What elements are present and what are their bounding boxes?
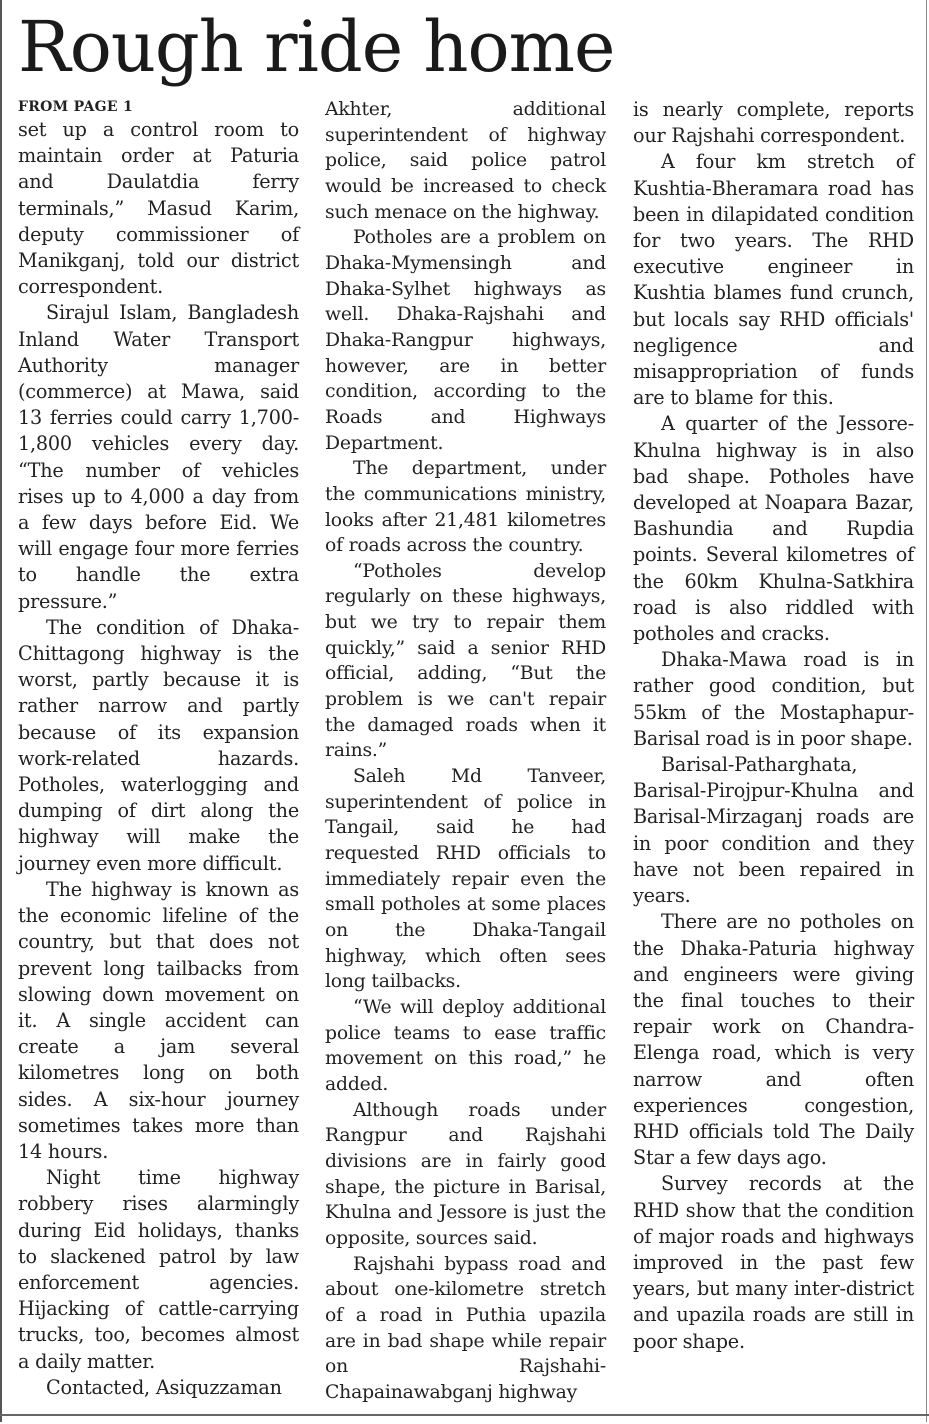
paragraph: is nearly complete, reports our Rajshahi correspondent. (633, 98, 914, 148)
bottom-rule (0, 1414, 929, 1416)
paragraph: “Potholes develop regularly on these highways, but we try to repair them quickly,” said a senior RHD official, adding, “But the problem is we can't repair the damaged roads when it rains.” (325, 560, 606, 762)
headline: Rough ride home (18, 6, 615, 88)
paragraph: Contacted, Asiquzzaman (46, 1375, 282, 1399)
article-column-3 (633, 97, 914, 1355)
paragraph: Dhaka-Mawa road is in rather good condition, but 55km of the Mostaphapur-Barisal road is in poor shape. (633, 648, 914, 750)
article-column-2 (325, 97, 606, 1405)
paragraph: The highway is known as the economic lifeline of the country, but that does not prevent long tailbacks from slowing down movement on it. A single accident can create a jam several kilometres long on both sides. A six-hour journey sometimes takes more than 14 hours. (18, 877, 299, 1163)
paragraph: A four km stretch of Kushtia-Bheramara road has been in dilapidated condition for two years. The RHD executive engineer in Kushtia blames fund crunch, but locals say RHD officials' negligence and misappropriation of funds are to blame for this. (633, 150, 914, 410)
paragraph: Survey records at the RHD show that the condition of major roads and highways improved in the past few years, but many inter-district and upazila roads are still in poor shape. (633, 1172, 914, 1353)
paragraph: Rajshahi bypass road and about one-kilometre stretch of a road in Puthia upazila are in bad shape while repair on Rajshahi-Chapainawabganj highway (325, 1253, 606, 1403)
paragraph: “We will deploy additional police teams to ease traffic movement on this road,” he added. (325, 996, 606, 1095)
paragraph: The department, under the communications ministry, looks after 21,481 kilometres of roads across the country. (325, 458, 606, 557)
continuation-kicker: FROM PAGE 1 (18, 99, 134, 115)
paragraph: There are no potholes on the Dhaka-Paturia highway and engineers were giving the final touches to their repair work on Chandra-Elenga road, which is very narrow and often experiences congestion, RHD officials told The Daily Star a few days ago. (633, 910, 914, 1170)
paragraph: The condition of Dhaka-Chittagong highway is the worst, partly because it is rather narrow and partly because of its expansion work-related hazards. Potholes, waterlogging and dumping of dirt along the highway will make the journey even more difficult. (18, 615, 299, 875)
paragraph: Akhter, additional superintendent of highway police, said police patrol would be increased to check such menace on the highway. (325, 99, 606, 223)
paragraph: set up a control room to maintain order at Paturia and Daulatdia ferry terminals,” Masud Karim, deputy commissioner of Manikganj, told our district correspondent. (18, 118, 299, 299)
paragraph: Night time highway robbery rises alarmingly during Eid holidays, thanks to slackened patrol by law enforcement agencies. Hijacking of cattle-carrying trucks, too, becomes almost a daily matter. (18, 1166, 299, 1373)
paragraph: Although roads under Rangpur and Rajshahi divisions are in fairly good shape, the picture in Barisal, Khulna and Jessore is just the opposite, sources said. (325, 1099, 606, 1249)
paragraph: Potholes are a problem on Dhaka-Mymensingh and Dhaka-Sylhet highways as well. Dhaka-Rajshahi and Dhaka-Rangpur highways, however, are in better condition, according to the Roads and Highways Department. (325, 227, 606, 454)
paragraph: Barisal-Patharghata, Barisal-Pirojpur-Khulna and Barisal-Mirzaganj roads are in poor condition and they have not been repaired in years. (633, 753, 914, 908)
paragraph: Saleh Md Tanveer, superintendent of police in Tangail, said he had requested RHD officials to immediately repair even the small potholes at some places on the Dhaka-Tangail highway, which often sees long tailbacks. (325, 766, 606, 993)
paragraph: Sirajul Islam, Bangladesh Inland Water Transport Authority manager (commerce) at Mawa, said 13 ferries could carry 1,700-1,800 vehicles every day. “The number of vehicles rises up to 4,000 a day from a few days before Eid. We will engage four more ferries to handle the extra pressure.” (18, 301, 299, 613)
article-column-1 (18, 97, 299, 1401)
paragraph: A quarter of the Jessore-Khulna highway is in also bad shape. Potholes have developed at Noapara Bazar, Bashundia and Rupdia points. Several kilometres of the 60km Khulna-Satkhira road is also riddled with potholes and cracks. (633, 412, 914, 646)
